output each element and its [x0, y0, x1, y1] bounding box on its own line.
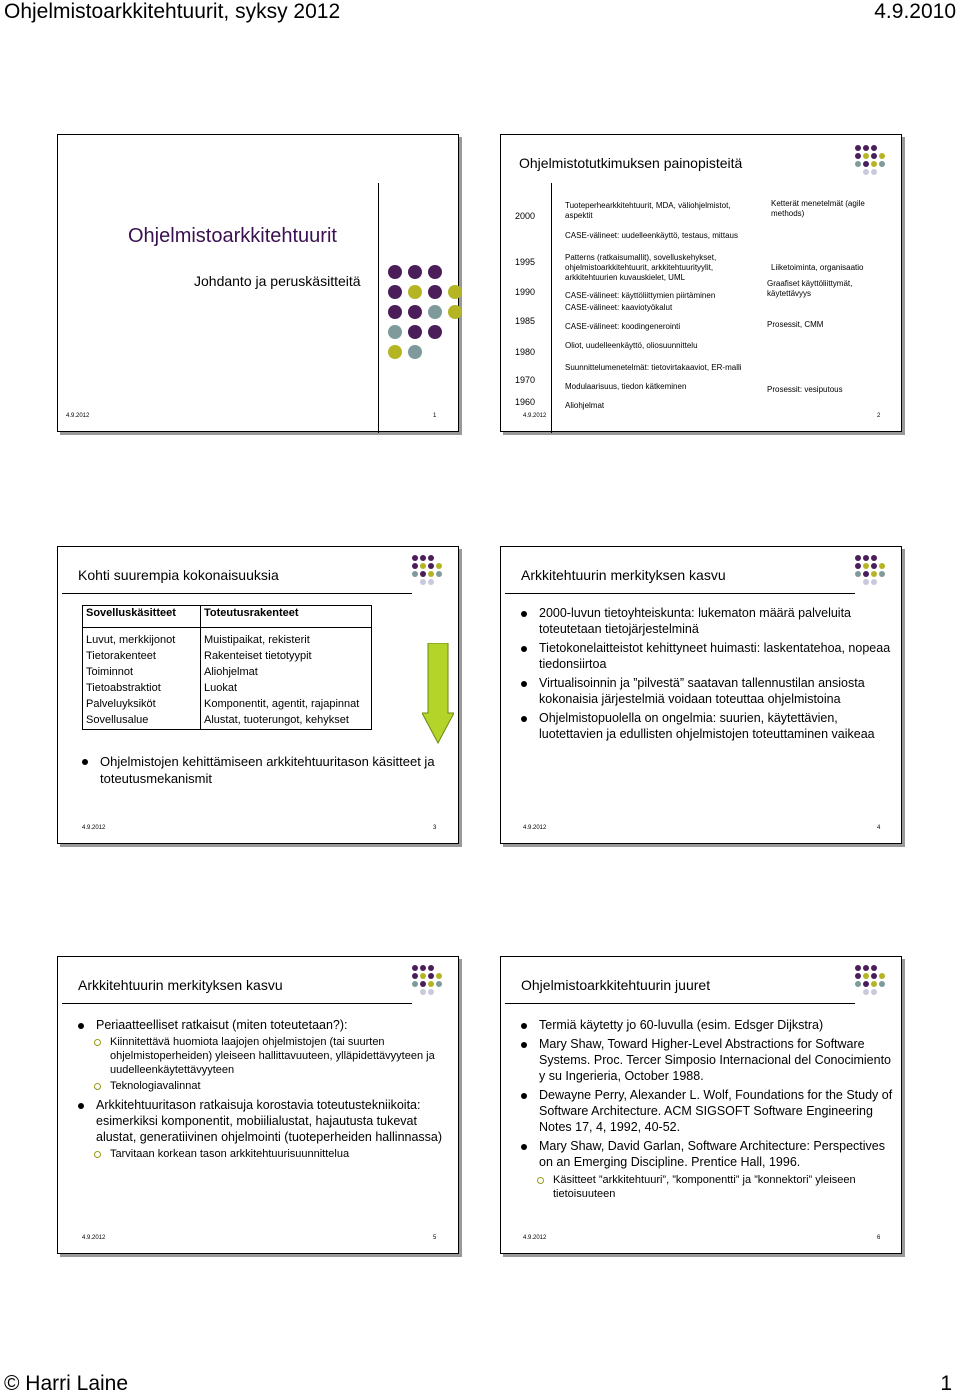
- timeline-right-text: Prosessit: vesiputous: [767, 385, 843, 394]
- bullet-item: Ohjelmistojen kehittämiseen arkkitehtuuritason käsitteet ja toteutusmekanismit: [82, 753, 442, 787]
- timeline-text: Patterns (ratkaisumallit), sovelluskehykset,: [565, 253, 717, 262]
- table-cell: Rakenteiset tietotyypit: [204, 650, 312, 662]
- header-title: Ohjelmistoarkkitehtuurit, syksy 2012: [4, 0, 341, 23]
- slide-2-title: Ohjelmistotutkimuksen painopisteitä: [519, 155, 743, 171]
- timeline-right-text: Graafiset käyttöliittymät,: [767, 279, 853, 288]
- concept-table: [82, 605, 372, 730]
- table-cell: Tietorakenteet: [86, 650, 156, 662]
- table-cell: Luokat: [204, 682, 238, 694]
- timeline-text: Modulaarisuus, tiedon kätkeminen: [565, 382, 687, 391]
- sub-bullet-item: Tarvitaan korkean tason arkkitehtuurisuunnittelua: [78, 1147, 450, 1161]
- bullet-item: Arkkitehtuuritason ratkaisuja korostavia toteutustekniikoita: esimerkiksi komponentit, mobiilialustat, hajautusta tukevat alustat, generatiivinen ohjelmointi (tuoteperheiden hallinnassa): [78, 1097, 450, 1145]
- slide-1-title: Ohjelmistoarkkitehtuurit: [128, 225, 337, 247]
- year-1990: 1990: [515, 287, 536, 297]
- timeline-text: arkkitehtuurien kuvauskielet, UML: [565, 273, 686, 282]
- year-1980: 1980: [515, 347, 536, 357]
- slide-6-logo-dots: [855, 965, 885, 995]
- down-arrow-icon: [422, 643, 454, 745]
- slide-3-logo-dots: [412, 555, 442, 585]
- slide-1-subtitle: Johdanto ja peruskäsitteitä: [194, 273, 361, 289]
- slide-2-number: 2: [877, 413, 881, 419]
- slide-3: [57, 546, 459, 844]
- timeline-right-text: Prosessit, CMM: [767, 320, 824, 329]
- slide-3-number: 3: [433, 825, 437, 831]
- slide-3-title: Kohti suurempia kokonaisuuksia: [78, 567, 279, 583]
- slide-5-bullets: [78, 1017, 450, 1161]
- timeline-right-text: käytettävyys: [767, 289, 812, 298]
- table-cell: Palveluyksiköt: [86, 698, 156, 710]
- timeline-right-text: Ketterät menetelmät (agile: [771, 199, 865, 208]
- bullet-item: Periaatteelliset ratkaisut (miten toteutetaan?):: [78, 1017, 450, 1033]
- sub-bullet-item: Käsitteet ”arkkitehtuuri”, ”komponentti” ja ”konnektori” yleiseen tietoisuuteen: [521, 1173, 893, 1201]
- year-1970: 1970: [515, 375, 536, 385]
- timeline-text: Tuoteperhearkkitehtuurit, MDA, väliohjelmistot,: [565, 201, 731, 210]
- slide-4-bullets: [521, 605, 893, 742]
- timeline-text: ohjelmistoarkkitehtuurit, arkkitehtuurityylit,: [565, 263, 714, 272]
- slide-4-number: 4: [877, 825, 881, 831]
- slide-4-date: 4.9.2012: [523, 825, 547, 831]
- slide-2: [500, 134, 902, 432]
- bullet-item: Ohjelmistopuolella on ongelmia: suurien, käytettävien, luotettavien ja edullisten ohjelmistojen toteuttaminen vaikeaa: [521, 710, 893, 742]
- slide-6-date: 4.9.2012: [523, 1235, 547, 1241]
- table-cell: Toiminnot: [86, 666, 134, 678]
- table-cell: Sovellusalue: [86, 714, 149, 726]
- slide-6-title: Ohjelmistoarkkitehtuurin juuret: [521, 977, 711, 993]
- slide-5-title: Arkkitehtuurin merkityksen kasvu: [78, 977, 283, 993]
- slide-1: [57, 134, 459, 432]
- bullet-item: Tietokonelaitteistot kehittyneet huimasti: laskentatehoa, nopeaa tiedonsiirtoa: [521, 640, 893, 672]
- bullet-item: Mary Shaw, Toward Higher-Level Abstractions for Software Systems. Proc. Tercer Simposio Internacional del Conocimiento y su Ingerieria, October 1988.: [521, 1036, 893, 1084]
- bullet-item: 2000-luvun tietoyhteiskunta: lukematon määrä palveluita toteutetaan tietojärjestelminä: [521, 605, 893, 637]
- header-date: 4.9.2010: [874, 0, 956, 23]
- sub-bullet-item: Kiinnitettävä huomiota laajojen ohjelmistojen (tai suurten ohjelmistoperheiden) yleiseen hallittavuuteen, ylläpidettävyyteen ja uudelleenkäytettävyyteen: [78, 1035, 450, 1077]
- slide-6-bullets: [521, 1017, 893, 1201]
- slide-4-logo-dots: [855, 555, 885, 585]
- sub-bullet-item: Teknologiavalinnat: [78, 1079, 450, 1093]
- footer-page-number: 1: [940, 1372, 952, 1395]
- year-1995: 1995: [515, 257, 536, 267]
- slide-5: [57, 956, 459, 1254]
- timeline-text: aspektit: [565, 211, 593, 220]
- slide-4: [500, 546, 902, 844]
- footer-author: © Harri Laine: [4, 1372, 129, 1395]
- bullet-item: Dewayne Perry, Alexander L. Wolf, Foundations for the Study of Software Architecture. ACM SIGSOFT Software Engineering Notes 17, 4, 1992, 40-52.: [521, 1087, 893, 1135]
- slide-3-date: 4.9.2012: [82, 825, 106, 831]
- timeline-text: Suunnittelumenetelmät: tietovirtakaaviot, ER-malli: [565, 363, 742, 372]
- bullet-item: Virtualisoinnin ja ”pilvestä” saatavan tallennustilan ansiosta kokonaisia järjestelmiä voidaan toteuttaa ohjelmistoina: [521, 675, 893, 707]
- timeline-text: Aliohjelmat: [565, 401, 605, 410]
- timeline-text: CASE-välineet: kaaviotyökalut: [565, 303, 673, 312]
- table-cell: Aliohjelmat: [204, 666, 258, 678]
- table-header: Sovelluskäsitteet: [83, 606, 201, 628]
- slide-5-number: 5: [433, 1235, 437, 1241]
- slide-6-number: 6: [877, 1235, 881, 1241]
- table-cell: Muistipaikat, rekisterit: [204, 634, 310, 646]
- timeline-right-text: Liiketoiminta, organisaatio: [771, 263, 864, 272]
- slide-2-date: 4.9.2012: [523, 413, 547, 419]
- table-cell: Alustat, tuoterungot, kehykset: [204, 714, 349, 726]
- timeline-text: CASE-välineet: käyttöliittymien piirtäminen: [565, 291, 716, 300]
- slide-1-number: 1: [433, 413, 437, 419]
- year-2000: 2000: [515, 211, 536, 221]
- timeline-text: Oliot, uudelleenkäyttö, oliosuunnittelu: [565, 341, 698, 350]
- table-header: Toteutusrakenteet: [201, 606, 372, 628]
- slide-5-logo-dots: [412, 965, 442, 995]
- table-cell: Komponentit, agentit, rajapinnat: [204, 698, 360, 710]
- table-cell: Luvut, merkkijonot: [86, 634, 176, 646]
- slide-6: [500, 956, 902, 1254]
- slide-2-logo-dots: [855, 145, 885, 175]
- slide-3-bullets: [82, 753, 442, 787]
- year-1960: 1960: [515, 397, 536, 407]
- slide-4-title: Arkkitehtuurin merkityksen kasvu: [521, 567, 726, 583]
- slide-1-date: 4.9.2012: [66, 413, 90, 419]
- slide-5-date: 4.9.2012: [82, 1235, 106, 1241]
- timeline-text: CASE-välineet: koodingenerointi: [565, 322, 681, 331]
- slide-1-dots: [388, 265, 458, 365]
- bullet-item: Termiä käytetty jo 60-luvulla (esim. Edsger Dijkstra): [521, 1017, 893, 1033]
- table-cell: Tietoabstraktiot: [86, 682, 161, 694]
- timeline-right-text: methods): [771, 209, 805, 218]
- year-1985: 1985: [515, 316, 536, 326]
- timeline-text: CASE-välineet: uudelleenkäyttö, testaus, mittaus: [565, 231, 738, 240]
- bullet-item: Mary Shaw, David Garlan, Software Architecture: Perspectives on an Emerging Discipline. Prentice Hall, 1996.: [521, 1138, 893, 1170]
